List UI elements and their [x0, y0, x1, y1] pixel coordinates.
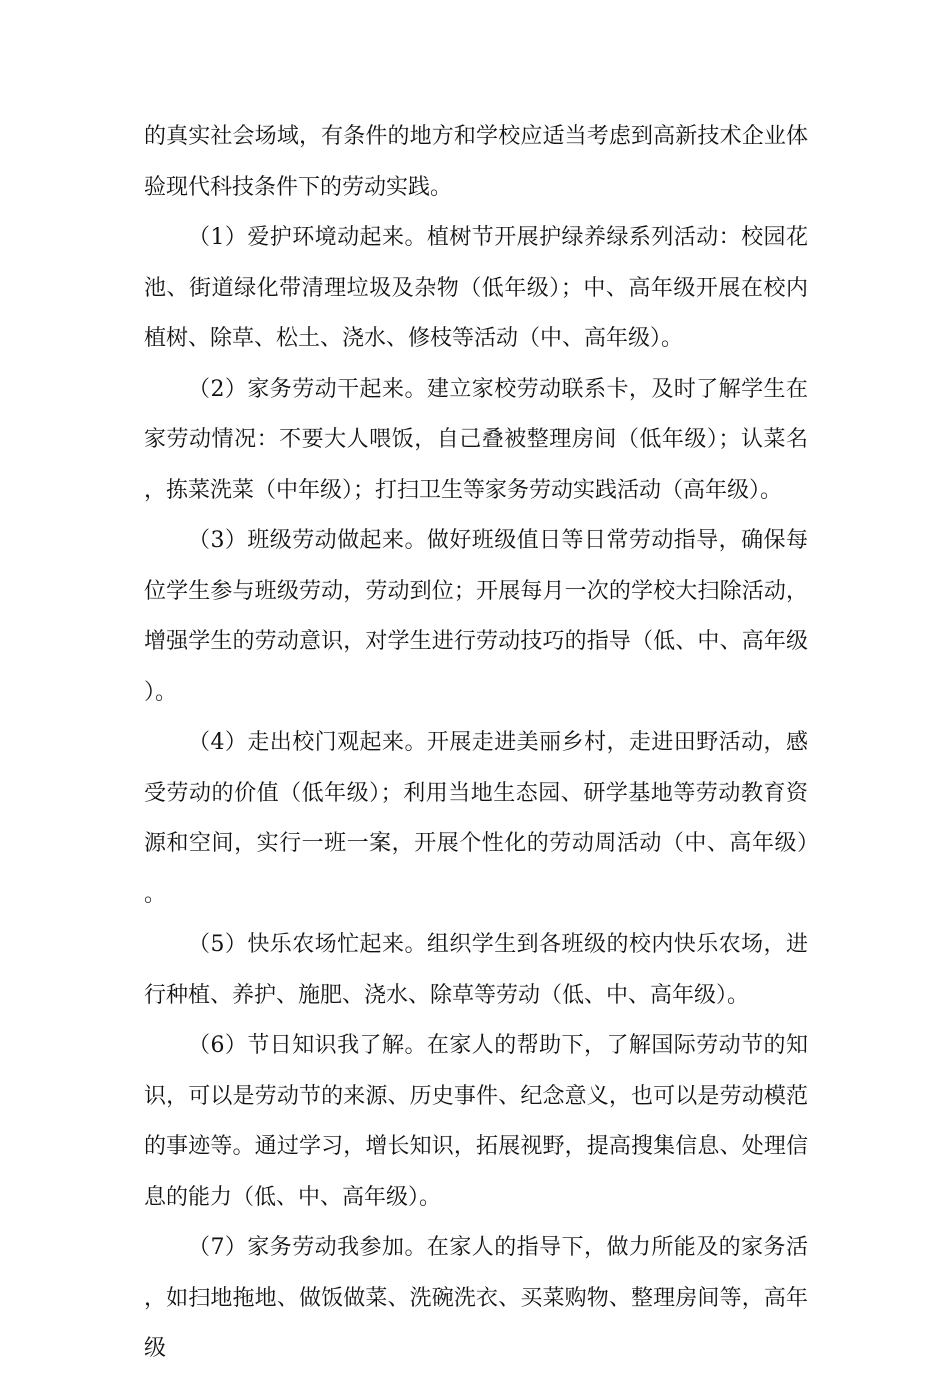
paragraph-continuation: 的真实社会场域，有条件的地方和学校应适当考虑到高新技术企业体验现代科技条件下的劳动实践。: [144, 124, 808, 200]
paragraph-item-1-environment: （1）爱护环境动起来。植树节开展护绿养绿系列活动：校园花池、街道绿化带清理垃圾及杂物（低年级）；中、高年级开展在校内植树、除草、松土、浇水、修枝等活动（中、高年级）。: [144, 225, 808, 351]
document-body: [144, 112, 808, 1375]
paragraph-item-3-class-labor: （3）班级劳动做起来。做好班级值日等日常劳动指导，确保每位学生参与班级劳动，劳动到位；开展每月一次的学校大扫除活动，增强学生的劳动意识，对学生进行劳动技巧的指导（低、中、高年级）。: [144, 528, 808, 705]
paragraph-item-2-housework: （2）家务劳动干起来。建立家校劳动联系卡，及时了解学生在家劳动情况：不要大人喂饭，自己叠被整理房间（低年级）；认菜名，拣菜洗菜（中年级）；打扫卫生等家务劳动实践活动（高年级）。: [144, 376, 808, 503]
paragraph-item-7-housework-participation: （7）家务劳动我参加。在家人的指导下，做力所能及的家务活，如扫地拖地、做饭做菜、洗碗洗衣、买菜购物、整理房间等，高年级: [144, 1235, 808, 1361]
paragraph-item-5-happy-farm: （5）快乐农场忙起来。组织学生到各班级的校内快乐农场，进行种植、养护、施肥、浇水、除草等劳动（低、中、高年级）。: [144, 932, 808, 1008]
paragraph-item-4-outside-school: （4）走出校门观起来。开展走进美丽乡村，走进田野活动，感受劳动的价值（低年级）；利用当地生态园、研学基地等劳动教育资源和空间，实行一班一案，开展个性化的劳动周活动（中、高年级）。: [144, 730, 808, 907]
paragraph-item-6-holiday-knowledge: （6）节日知识我了解。在家人的帮助下，了解国际劳动节的知识，可以是劳动节的来源、历史事件、纪念意义，也可以是劳动模范的事迹等。通过学习，增长知识，拓展视野，提高搜集信息、处理信息的能力（低、中、高年级）。: [144, 1033, 808, 1210]
